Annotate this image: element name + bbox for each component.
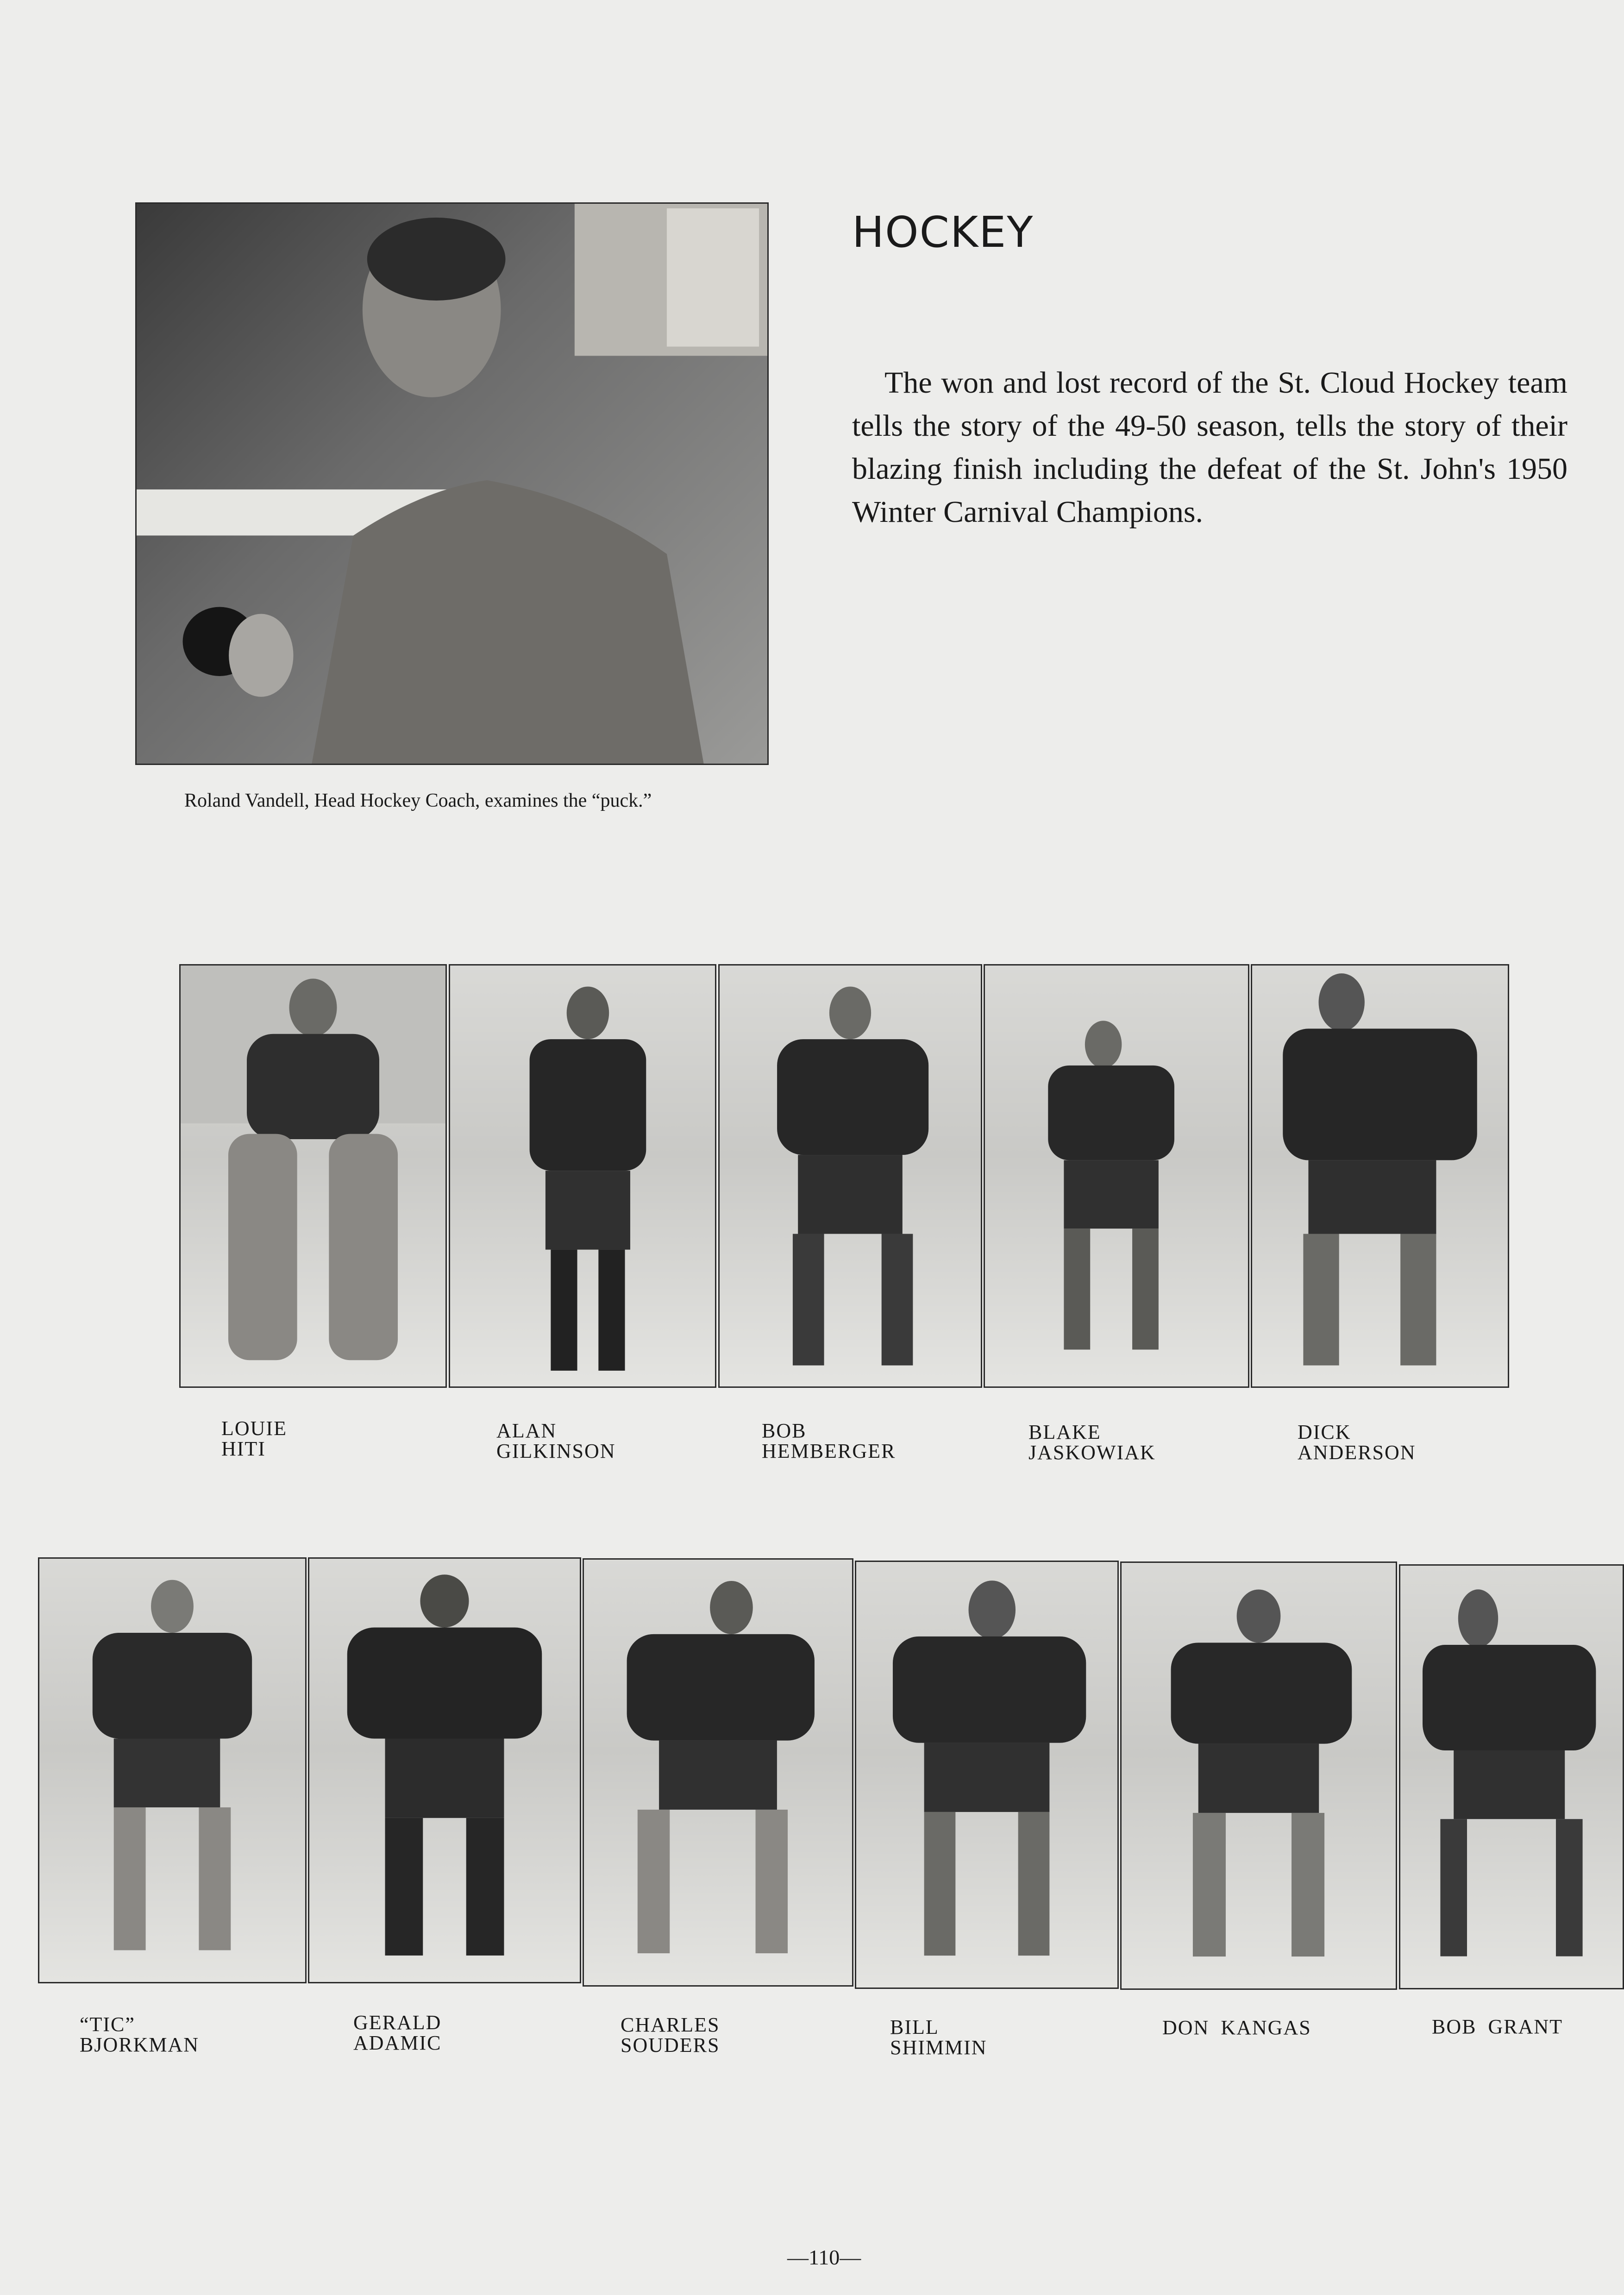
coach-caption: Roland Vandell, Head Hockey Coach, examines the “puck.” [184,790,652,811]
player-photo-blake-jaskowiak [984,964,1249,1388]
player-name-bob-grant: BOB GRANT [1432,2015,1563,2038]
player-photo-dick-anderson [1251,964,1509,1388]
player-photo-tic-bjorkman [38,1557,307,1983]
player-name-bob-hemberger: BOB HEMBERGER [762,1419,896,1462]
player-name-dick-anderson: DICK ANDERSON [1298,1421,1416,1464]
player-photo-charles-souders [583,1558,853,1987]
player-photo-louie-hiti [179,964,447,1388]
player-name-louie-hiti: LOUIE HITI [221,1417,287,1460]
player-name-gerald-adamic: GERALD ADAMIC [353,2011,442,2054]
player-photo-bob-hemberger [718,964,982,1388]
player-photo-gerald-adamic [308,1557,581,1983]
player-name-charles-souders: CHARLES SOUDERS [621,2013,720,2057]
player-photo-alan-gilkinson [449,964,716,1388]
player-name-alan-gilkinson: ALAN GILKINSON [496,1419,616,1462]
player-photo-don-kangas [1120,1561,1397,1990]
player-name-tic-bjorkman: “TIC” BJORKMAN [80,2013,200,2056]
player-name-bill-shimmin: BILL SHIMMIN [890,2016,987,2059]
player-photo-bob-grant [1399,1564,1624,1989]
player-name-blake-jaskowiak: BLAKE JASKOWIAK [1028,1421,1156,1464]
player-photo-bill-shimmin [855,1561,1119,1989]
intro-paragraph: The won and lost record of the St. Cloud Hockey team tells the story of the 49-50 season, tells the story of their blazing finish including the defeat of the St. John's 1950 Winter Carnival Champions. [852,366,1568,529]
section-heading: HOCKEY [852,207,1034,257]
coach-photo [135,202,769,765]
player-name-don-kangas: DON KANGAS [1162,2016,1311,2039]
page-number: —110— [787,2245,861,2269]
